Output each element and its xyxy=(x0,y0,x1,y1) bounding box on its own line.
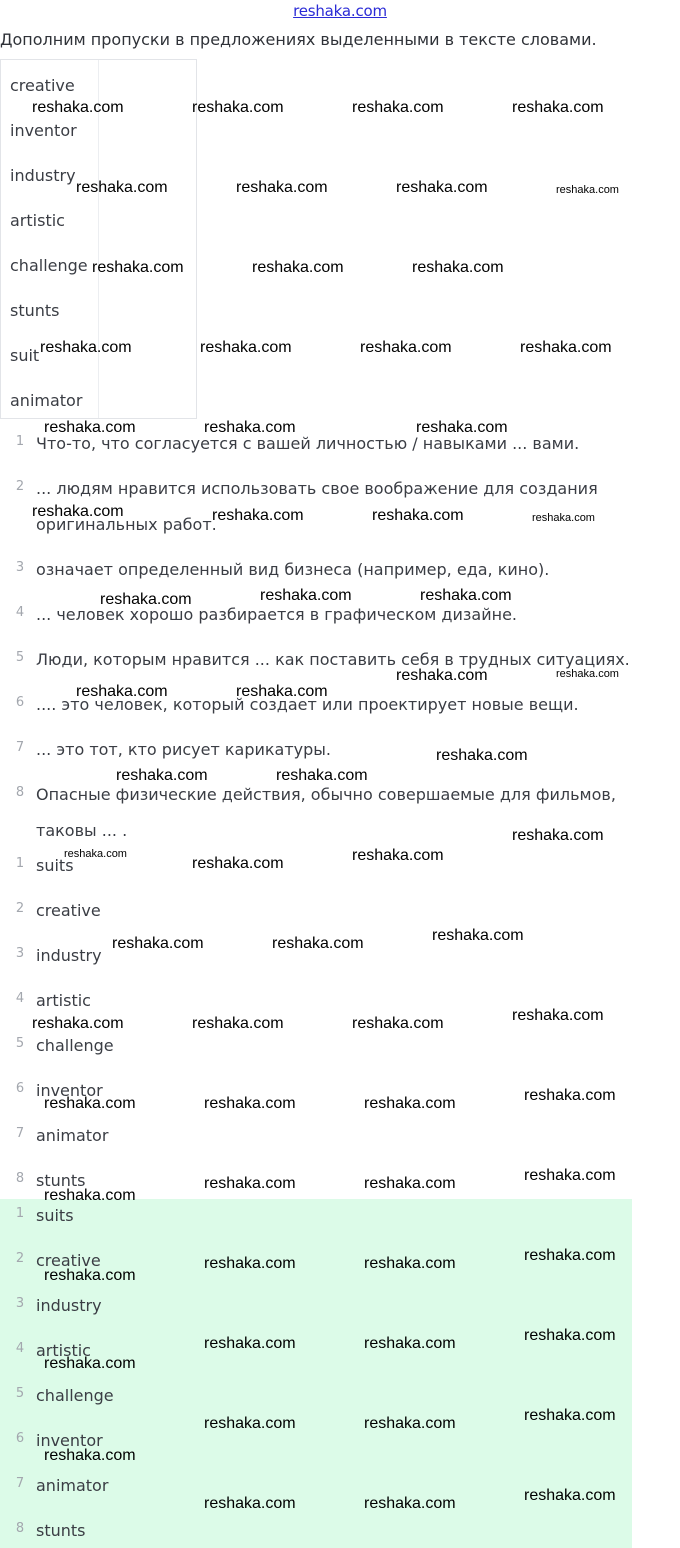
word-bank-item: suit xyxy=(10,346,40,365)
watermark-text: reshaka.com xyxy=(432,927,524,944)
watermark-text: reshaka.com xyxy=(360,339,452,356)
watermark-text: reshaka.com xyxy=(44,419,136,436)
watermark-text: reshaka.com xyxy=(76,179,168,196)
watermark-text: reshaka.com xyxy=(236,683,328,700)
answer-word: creative xyxy=(36,901,101,920)
word-bank-item: stunts xyxy=(10,301,60,320)
watermark-text: reshaka.com xyxy=(32,99,124,116)
watermark-text: reshaka.com xyxy=(364,1415,456,1432)
sentence-number: 2 xyxy=(15,479,25,494)
watermark-text: reshaka.com xyxy=(364,1175,456,1192)
watermark-text: reshaka.com xyxy=(112,935,204,952)
sentence-text: ... это тот, кто рисует карикатуры. xyxy=(36,740,332,759)
answer-number: 3 xyxy=(15,1296,25,1311)
sentence-number: 5 xyxy=(15,650,25,665)
watermark-text: reshaka.com xyxy=(200,339,292,356)
watermark-text: reshaka.com xyxy=(416,419,508,436)
sentence-text-continued: таковы ... . xyxy=(36,821,128,840)
answer-word: artistic xyxy=(36,1341,91,1360)
watermark-text: reshaka.com xyxy=(116,767,208,784)
watermark-text: reshaka.com xyxy=(44,1267,136,1284)
watermark-text: reshaka.com xyxy=(412,259,504,276)
watermark-text: reshaka.com xyxy=(204,419,296,436)
answer-word: suits xyxy=(36,856,74,875)
watermark-text: reshaka.com xyxy=(352,847,444,864)
answer-number: 4 xyxy=(15,1341,25,1356)
answer-word: artistic xyxy=(36,991,91,1010)
answer-number: 8 xyxy=(15,1521,25,1536)
watermark-text: reshaka.com xyxy=(512,827,604,844)
watermark-text: reshaka.com xyxy=(44,1095,136,1112)
watermark-text: reshaka.com xyxy=(524,1487,616,1504)
answer-word: industry xyxy=(36,1296,102,1315)
answer-number: 5 xyxy=(15,1386,25,1401)
word-bank-item: artistic xyxy=(10,211,65,230)
sentence-text: Опасные физические действия, обычно совершаемые для фильмов, xyxy=(36,785,616,804)
watermark-text: reshaka.com xyxy=(524,1327,616,1344)
watermark-text: reshaka.com xyxy=(204,1335,296,1352)
answer-word: animator xyxy=(36,1476,109,1495)
answer-number: 3 xyxy=(15,946,25,961)
word-bank-item: animator xyxy=(10,391,83,410)
watermark-text: reshaka.com xyxy=(204,1415,296,1432)
answer-word: animator xyxy=(36,1126,109,1145)
watermark-text: reshaka.com xyxy=(44,1447,136,1464)
watermark-text: reshaka.com xyxy=(524,1087,616,1104)
answer-number: 7 xyxy=(15,1476,25,1491)
answer-word: stunts xyxy=(36,1521,86,1540)
watermark-text: reshaka.com xyxy=(364,1095,456,1112)
word-bank-item: creative xyxy=(10,76,75,95)
watermark-text: reshaka.com xyxy=(204,1175,296,1192)
watermark-text: reshaka.com xyxy=(204,1095,296,1112)
watermark-text: reshaka.com xyxy=(32,1015,124,1032)
answer-number: 2 xyxy=(15,1251,25,1266)
sentence-number: 6 xyxy=(15,695,25,710)
watermark-text: reshaka.com xyxy=(44,1187,136,1204)
answer-number: 7 xyxy=(15,1126,25,1141)
watermark-text: reshaka.com xyxy=(556,184,619,196)
answer-number: 6 xyxy=(15,1431,25,1446)
answer-number: 5 xyxy=(15,1036,25,1051)
answer-word: stunts xyxy=(36,1171,86,1190)
watermark-text: reshaka.com xyxy=(352,99,444,116)
watermark-text: reshaka.com xyxy=(212,507,304,524)
answer-word: creative xyxy=(36,1251,101,1270)
word-bank-box xyxy=(0,59,197,419)
watermark-text: reshaka.com xyxy=(44,1355,136,1372)
watermark-text: reshaka.com xyxy=(364,1255,456,1272)
watermark-text: reshaka.com xyxy=(512,99,604,116)
answer-number: 6 xyxy=(15,1081,25,1096)
sentence-number: 4 xyxy=(15,605,25,620)
watermark-text: reshaka.com xyxy=(204,1495,296,1512)
watermark-text: reshaka.com xyxy=(272,935,364,952)
watermark-text: reshaka.com xyxy=(372,507,464,524)
watermark-text: reshaka.com xyxy=(40,339,132,356)
watermark-text: reshaka.com xyxy=(352,1015,444,1032)
watermark-text: reshaka.com xyxy=(364,1495,456,1512)
watermark-text: reshaka.com xyxy=(64,848,127,860)
watermark-text: reshaka.com xyxy=(436,747,528,764)
watermark-text: reshaka.com xyxy=(236,179,328,196)
watermark-text: reshaka.com xyxy=(512,1007,604,1024)
sentence-text-continued: оригинальных работ. xyxy=(36,515,217,534)
watermark-text: reshaka.com xyxy=(524,1407,616,1424)
word-bank-item: challenge xyxy=(10,256,88,275)
instruction-text: Дополним пропуски в предложениях выделенными в тексте словами. xyxy=(0,30,597,49)
watermark-text: reshaka.com xyxy=(532,512,595,524)
watermark-text: reshaka.com xyxy=(76,683,168,700)
answer-word: inventor xyxy=(36,1431,103,1450)
watermark-text: reshaka.com xyxy=(32,503,124,520)
answer-word: suits xyxy=(36,1206,74,1225)
answer-number: 8 xyxy=(15,1171,25,1186)
sentence-number: 1 xyxy=(15,434,25,449)
sentence-number: 8 xyxy=(15,785,25,800)
watermark-text: reshaka.com xyxy=(524,1247,616,1264)
watermark-text: reshaka.com xyxy=(100,591,192,608)
answer-number: 2 xyxy=(15,901,25,916)
watermark-text: reshaka.com xyxy=(252,259,344,276)
answer-number: 1 xyxy=(15,856,25,871)
word-bank-item: inventor xyxy=(10,121,77,140)
sentence-number: 7 xyxy=(15,740,25,755)
answer-word: inventor xyxy=(36,1081,103,1100)
sentence-number: 3 xyxy=(15,560,25,575)
answer-number: 1 xyxy=(15,1206,25,1221)
answer-word: industry xyxy=(36,946,102,965)
watermark-text: reshaka.com xyxy=(520,339,612,356)
word-bank-item: industry xyxy=(10,166,76,185)
word-bank-divider xyxy=(98,60,99,418)
watermark-text: reshaka.com xyxy=(192,99,284,116)
watermark-text: reshaka.com xyxy=(556,668,619,680)
sentence-text: Что-то, что согласуется с вашей личностью / навыками ... вами. xyxy=(36,434,580,453)
watermark-text: reshaka.com xyxy=(396,667,488,684)
watermark-text: reshaka.com xyxy=(192,855,284,872)
watermark-text: reshaka.com xyxy=(204,1255,296,1272)
sentence-text: Люди, которым нравится ... как поставить себя в трудных ситуациях. xyxy=(36,650,630,669)
watermark-text: reshaka.com xyxy=(192,1015,284,1032)
watermark-text: reshaka.com xyxy=(420,587,512,604)
watermark-text: reshaka.com xyxy=(276,767,368,784)
answer-number: 4 xyxy=(15,991,25,1006)
answer-word: challenge xyxy=(36,1386,114,1405)
answer-word: challenge xyxy=(36,1036,114,1055)
watermark-text: reshaka.com xyxy=(396,179,488,196)
watermark-text: reshaka.com xyxy=(92,259,184,276)
sentence-text: .... это человек, который создает или проектирует новые вещи. xyxy=(36,695,579,714)
site-link[interactable]: reshaka.com xyxy=(293,2,387,20)
watermark-text: reshaka.com xyxy=(364,1335,456,1352)
sentence-text: ... людям нравится использовать свое воображение для создания xyxy=(36,479,598,498)
watermark-text: reshaka.com xyxy=(260,587,352,604)
watermark-text: reshaka.com xyxy=(524,1167,616,1184)
sentence-text: означает определенный вид бизнеса (например, еда, кино). xyxy=(36,560,550,579)
sentence-text: ... человек хорошо разбирается в графическом дизайне. xyxy=(36,605,517,624)
